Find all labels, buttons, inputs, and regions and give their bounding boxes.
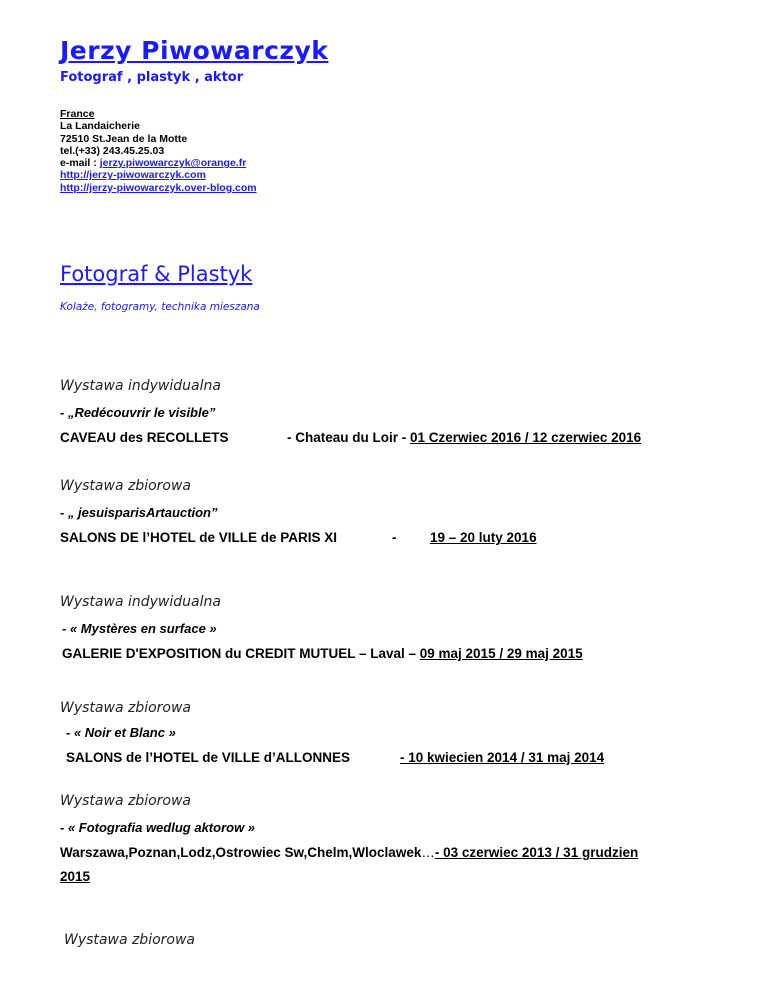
exhibition-dates: 19 – 20 luty 2016 [430,530,537,545]
contact-city: 72510 St.Jean de la Motte [60,132,188,145]
exhibition-title: - „Redécouvrir le visible” [60,405,216,420]
contact-phone: tel.(+33) 243.45.25.03 [60,144,165,157]
exhibition-venue-dates [60,845,638,860]
exhibition-location-dates [287,430,641,445]
contact-email-line [60,157,257,169]
exhibition-type: Wystawa zbiorowa [60,793,192,809]
exhibition-venue: SALONS de l’HOTEL de VILLE d’ALLONNES [66,750,351,765]
exhibition-dates-continued: 2015 [60,869,91,884]
exhibition-type: Wystawa zbiorowa [60,700,192,716]
contact-email-label: e-mail : [60,157,100,170]
website-link[interactable]: http://jerzy-piwowarczyk.com [60,169,206,182]
exhibition-type: Wystawa indywidualna [60,594,221,610]
exhibition-title: - „ jesuisparisArtauction” [60,505,218,520]
exhibition-dates: - 10 kwiecien 2014 / 31 maj 2014 [400,750,605,765]
exhibition-venue: Warszawa,Poznan,Lodz,Ostrowiec Sw,Chelm,Wloclawek [60,845,422,860]
artist-name: Jerzy Piwowarczyk [60,36,329,65]
section-subtitle: Kolaże, fotogramy, technika mieszana [60,301,260,313]
exhibition-type: Wystawa zbiorowa [60,478,192,494]
exhibition-dates: 09 maj 2015 / 29 maj 2015 [419,646,583,661]
exhibition-dates: 01 Czerwiec 2016 / 12 czerwiec 2016 [410,430,642,445]
exhibition-venue-dates [62,646,583,661]
blog-link[interactable]: http://jerzy-piwowarczyk.over-blog.com [60,181,257,194]
exhibition-venue: SALONS DE l’HOTEL de VILLE de PARIS XI [60,530,338,545]
exhibition-type: Wystawa indywidualna [60,378,221,394]
exhibition-dates: - 03 czerwiec 2013 / 31 grudzien [434,845,639,860]
contact-country: France [60,108,95,120]
exhibition-title: - « Mystères en surface » [62,621,217,636]
contact-place: La Landaicherie [60,120,140,133]
email-link[interactable]: jerzy.piwowarczyk@orange.fr [99,157,247,170]
exhibition-ellipsis: … [421,845,435,860]
contact-block [60,108,257,194]
exhibition-title: - « Noir et Blanc » [66,725,176,740]
exhibition-venue: CAVEAU des RECOLLETS [60,430,229,445]
exhibition-venue: GALERIE D'EXPOSITION du CREDIT MUTUEL – Laval – [62,646,420,661]
exhibition-separator: - [392,530,397,545]
artist-professions: Fotograf , plastyk , aktor [60,70,244,85]
exhibition-location: - Chateau du Loir - [287,430,410,445]
exhibition-title: - « Fotografia wedlug aktorow » [60,820,256,835]
exhibition-type: Wystawa zbiorowa [64,932,196,948]
section-title: Fotograf & Plastyk [60,262,253,286]
